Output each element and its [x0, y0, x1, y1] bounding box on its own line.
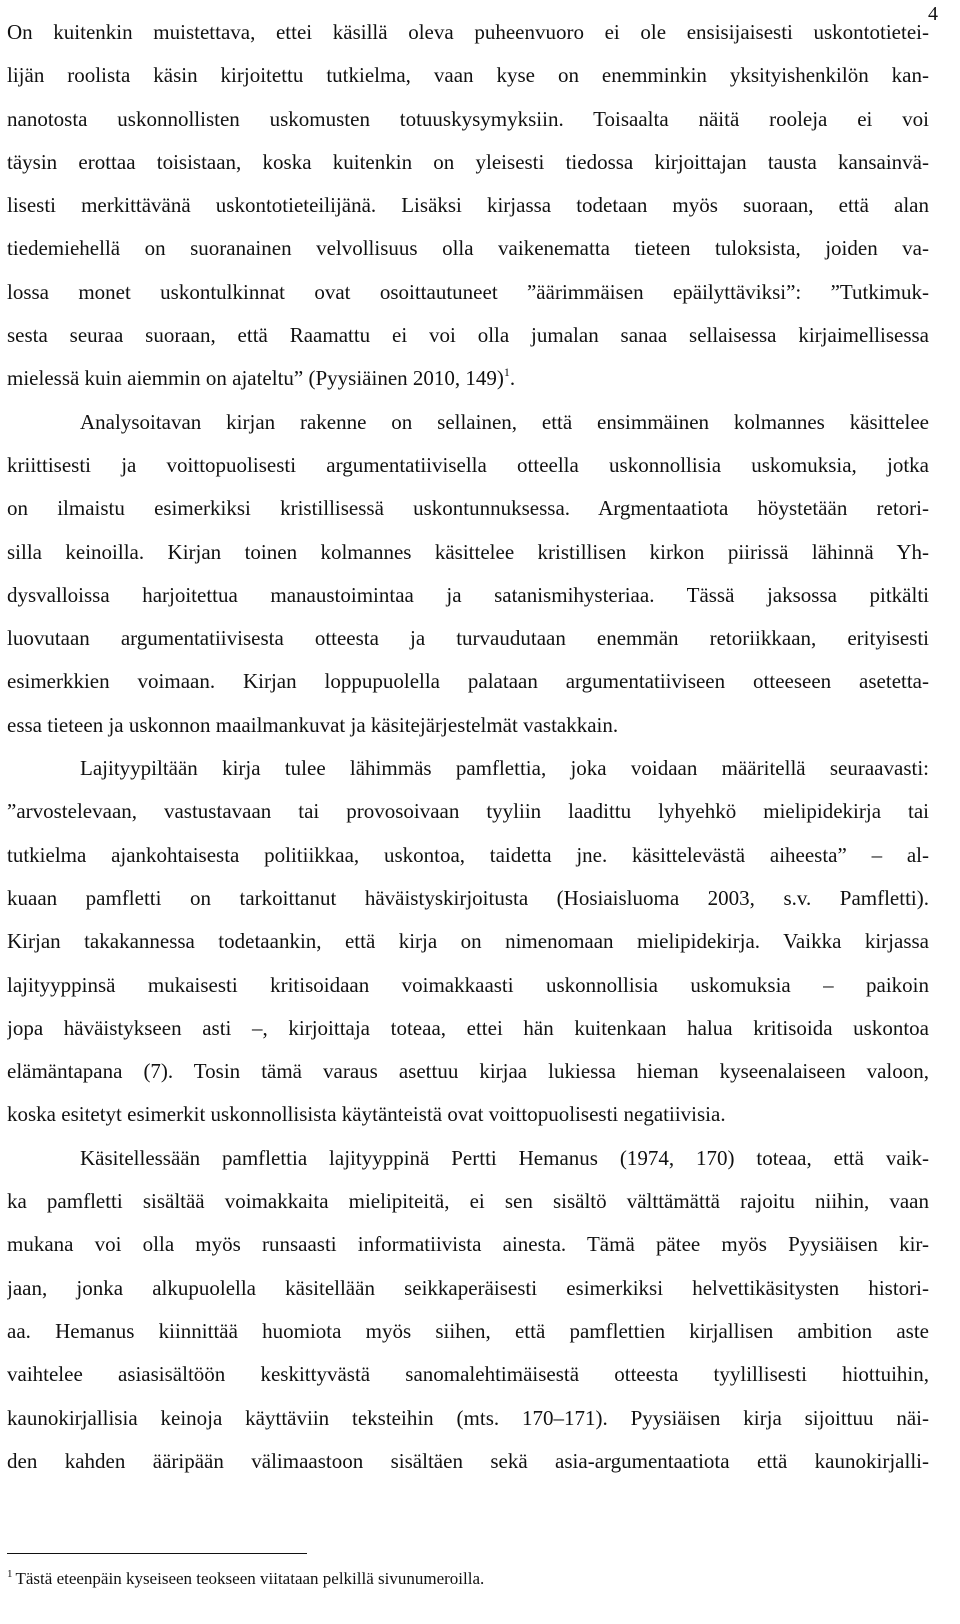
text-line [7, 920, 929, 963]
line-text: koska esitetyt esimerkit uskonnollisista käytänteistä ovat voittopuolisesti negatiivisia. [7, 1102, 726, 1127]
text-line [7, 271, 929, 314]
line-text: tiedemiehellä on suoranainen velvollisuus olla vaikenematta tieteen tuloksista, joiden va- [7, 236, 929, 261]
line-text: on ilmaistu esimerkiksi kristillisessä uskontunnuksessa. Argmentaatiota höystetään retori- [7, 496, 929, 521]
text-line [7, 704, 929, 747]
text-line [7, 531, 929, 574]
footnote-marker: 1 [7, 1568, 13, 1580]
line-text: Lajityypiltään kirja tulee lähimmäs pamflettia, joka voidaan määritellä seuraavasti: [80, 756, 929, 781]
text-line [7, 1137, 929, 1180]
footnote-text: Tästä eteenpäin kyseiseen teokseen viitataan pelkillä sivunumeroilla. [15, 1569, 485, 1588]
text-line [7, 1180, 929, 1223]
text-line [7, 314, 929, 357]
line-text: mukana voi olla myös runsaasti informatiivista ainesta. Tämä pätee myös Pyysiäisen kir- [7, 1232, 929, 1257]
paragraph [7, 1137, 929, 1483]
text-line [7, 834, 929, 877]
text-line [7, 1440, 929, 1483]
line-text: kuaan pamfletti on tarkoittanut häväistyskirjoitusta (Hosiaisluoma 2003, s.v. Pamfletti). [7, 885, 929, 910]
text-line [7, 98, 929, 141]
text-line [7, 660, 929, 703]
line-text: lajityyppinsä mukaisesti kritisoidaan voimakkaasti uskonnollisia uskomuksia – paikoin [7, 972, 929, 997]
line-text: tutkielma ajankohtaisesta politiikkaa, uskontoa, taidetta jne. käsittelevästä aiheesta” – al- [7, 842, 929, 867]
line-text: kriittisesti ja voittopuolisesti argumentatiivisella otteella uskonnollisia uskomuksia, jotka [7, 452, 929, 477]
line-text: kaunokirjallisia keinoja käyttäviin teksteihin (mts. 170–171). Pyysiäisen kirja sijoittuu näi- [7, 1405, 929, 1430]
line-text: lijän roolista käsin kirjoitettu tutkielma, vaan kyse on enemminkin yksityishenkilön kan- [7, 63, 929, 88]
line-text: lossa monet uskontulkinnat ovat osoittautuneet ”äärimmäisen epäilyttäviksi”: ”Tutkimuk- [7, 279, 929, 304]
line-text: mielessä kuin aiemmin on ajateltu” (Pyysiäinen 2010, 149) [7, 366, 504, 391]
paragraph [7, 401, 929, 747]
paragraph [7, 747, 929, 1137]
text-line [7, 54, 929, 97]
line-text: nanotosta uskonnollisten uskomusten totuuskysymyksiin. Toisaalta näitä rooleja ei voi [7, 106, 929, 131]
line-text: Käsitellessään pamflettia lajityyppinä Pertti Hemanus (1974, 170) toteaa, että vaik- [80, 1145, 929, 1170]
text-line [7, 487, 929, 530]
text-line [7, 1050, 929, 1093]
text-line [7, 877, 929, 920]
text-line [7, 1397, 929, 1440]
line-text: luovutaan argumentatiivisesta otteesta ja turvaudutaan enemmän retoriikkaan, erityisesti [7, 626, 929, 651]
line-text: Analysoitavan kirjan rakenne on sellainen, että ensimmäinen kolmannes käsittelee [80, 409, 929, 434]
line-text: sesta seuraa suoraan, että Raamattu ei voi olla jumalan sanaa sellaisessa kirjaimellisessa [7, 323, 929, 348]
text-line [7, 227, 929, 270]
footnote-rule [7, 1553, 307, 1554]
text-line [7, 790, 929, 833]
line-text: essa tieteen ja uskonnon maailmankuvat ja käsitejärjestelmät vastakkain. [7, 712, 619, 737]
line-text: Kirjan takakannessa todetaankin, että kirja on nimenomaan mielipidekirja. Vaikka kirjassa [7, 929, 929, 954]
text-line [7, 1353, 929, 1396]
text-line [7, 747, 929, 790]
text-line [7, 1223, 929, 1266]
text-line [7, 184, 929, 227]
line-text: vaihtelee asiasisältöön keskittyvästä sanomalehtimäisestä otteesta tyylillisesti hiottuihin, [7, 1362, 929, 1387]
line-text: elämäntapana (7). Tosin tämä varaus asettuu kirjaa lukiessa hieman kyseenalaiseen valoon, [7, 1059, 929, 1084]
body-text [7, 11, 929, 1483]
footnote [7, 1566, 484, 1592]
line-text: esimerkkien voimaan. Kirjan loppupuolella palataan argumentatiiviseen otteeseen asetetta- [7, 669, 929, 694]
text-line [7, 444, 929, 487]
page-number: 4 [928, 3, 938, 25]
text-line [7, 1093, 929, 1136]
text-line [7, 401, 929, 444]
line-tail: . [509, 366, 516, 391]
line-text: dysvalloissa harjoitettua manaustoimintaa ja satanismihysteriaa. Tässä jaksossa pitkälti [7, 582, 929, 607]
line-text: ”arvostelevaan, vastustavaan tai provosoivaan tyyliin laadittu lyhyehkö mielipidekirja tai [7, 799, 929, 824]
text-line [7, 11, 929, 54]
text-line [7, 141, 929, 184]
line-text: ka pamfletti sisältää voimakkaita mielipiteitä, ei sen sisältö välttämättä rajoitu niihin, vaan [7, 1189, 929, 1214]
paragraph [7, 11, 929, 401]
line-text: jaan, jonka alkupuolella käsitellään seikkaperäisesti esimerkiksi helvettikäsitysten histori- [7, 1275, 929, 1300]
text-line [7, 1007, 929, 1050]
line-text: lisesti merkittävänä uskontotieteilijänä. Lisäksi kirjassa todetaan myös suoraan, että alan [7, 193, 929, 218]
line-text: jopa häväistykseen asti –, kirjoittaja toteaa, ettei hän kuitenkaan halua kritisoida uskontoa [7, 1015, 929, 1040]
text-line [7, 617, 929, 660]
footnote-reference: 1 [503, 365, 510, 380]
text-line [7, 964, 929, 1007]
line-text: den kahden ääripään välimaastoon sisältäen sekä asia-argumentaatiota että kaunokirjalli- [7, 1448, 929, 1473]
text-line [7, 1267, 929, 1310]
text-line [7, 1310, 929, 1353]
text-line [7, 357, 929, 400]
line-text: aa. Hemanus kiinnittää huomiota myös siihen, että pamflettien kirjallisen ambition aste [7, 1318, 929, 1343]
line-text: täysin erottaa toisistaan, koska kuitenkin on yleisesti tiedossa kirjoittajan tausta kansainvä- [7, 149, 929, 174]
line-text: On kuitenkin muistettava, ettei käsillä oleva puheenvuoro ei ole ensisijaisesti uskontotietei- [7, 20, 929, 44]
text-line [7, 574, 929, 617]
line-text: silla keinoilla. Kirjan toinen kolmannes käsittelee kristillisen kirkon piirissä lähinnä Yh- [7, 539, 929, 564]
